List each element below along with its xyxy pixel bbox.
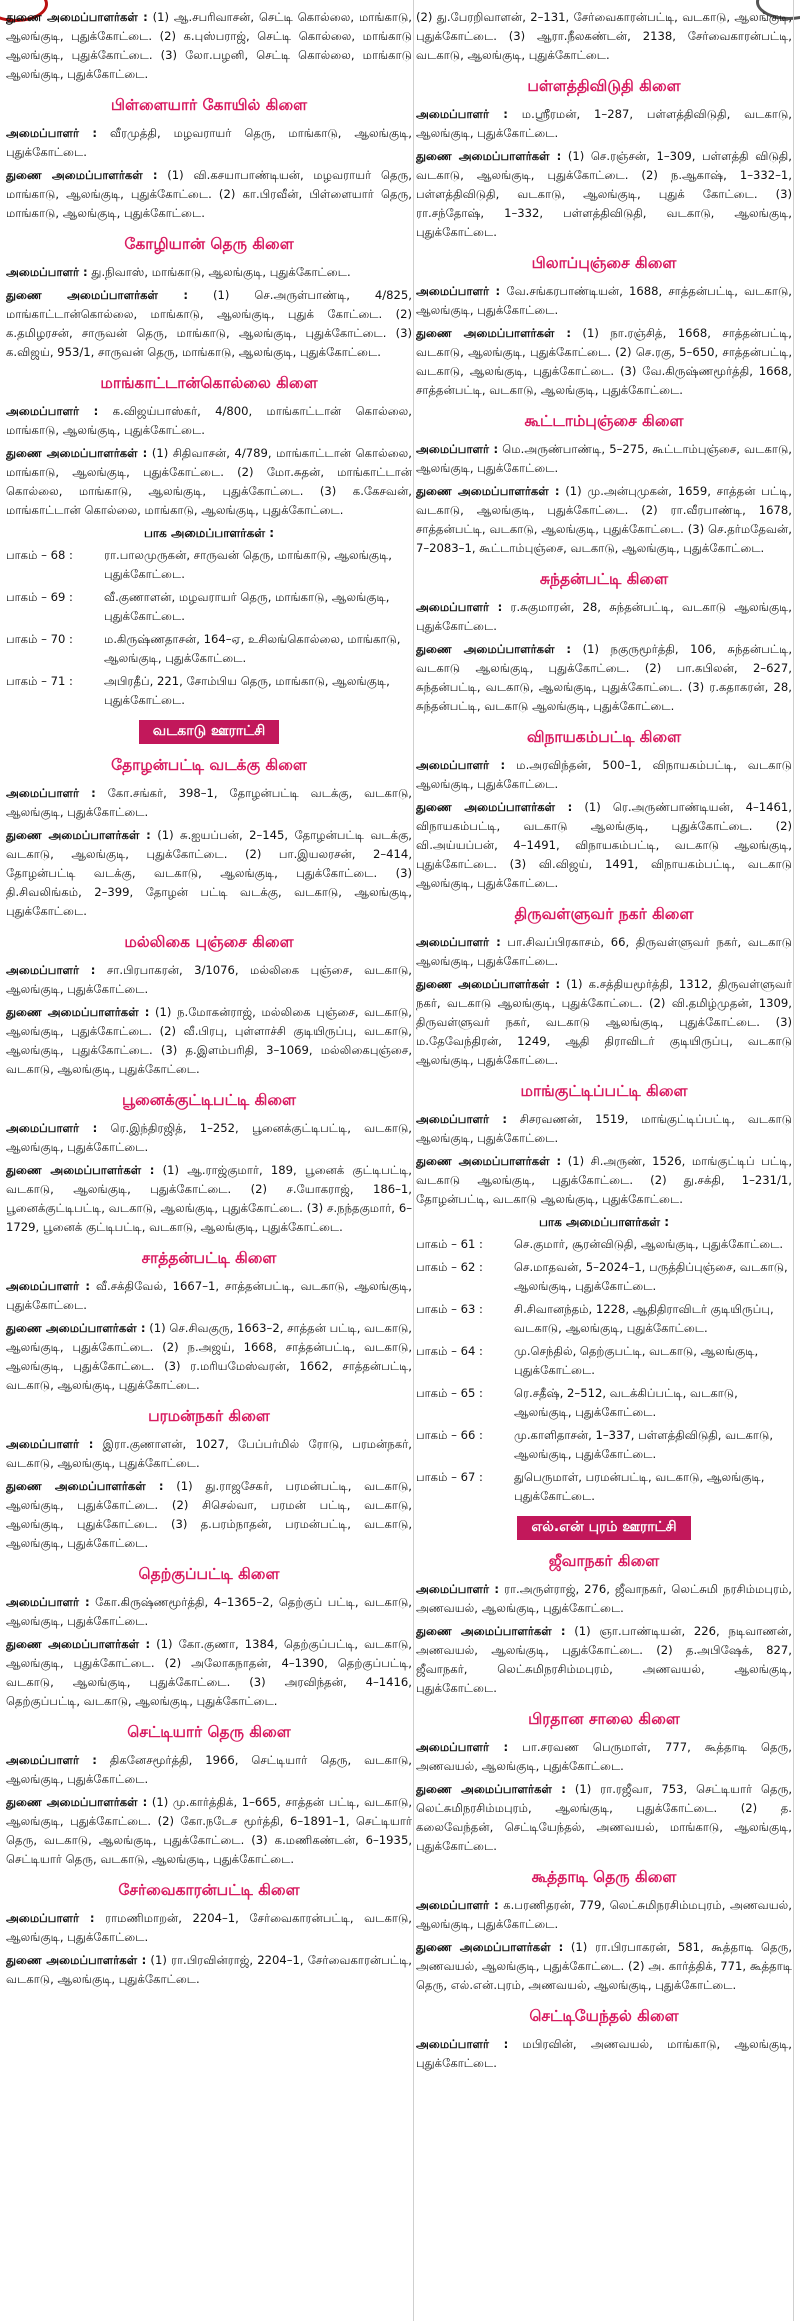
- branch-heading: தெற்குப்பட்டி கிளை: [138, 1565, 280, 1583]
- member-details: (1) ரெ.அருண்பாண்டியன், 4–1461, விநாயகம்பட்டி, வடகாடு ஆலங்குடி, புதுக்கோட்டை. (2) வி.அய்யப்பன், 4–1491, விநாயகம்பட்டி, வடகாடு ஆலங்குடி, புதுக்கோட்டை. (3) வி.விஜய், 1491, விநாயகம்பட்டி, வடகாடு ஆலங்குடி, புதுக்கோட்டை.: [416, 800, 792, 890]
- role-label: அமைப்பாளர் :: [6, 1121, 98, 1135]
- member-details: ர.சுகுமாரன், 28, சுந்தன்பட்டி, வடகாடு ஆலங்குடி, புதுக்கோட்டை.: [416, 600, 792, 633]
- branch-heading: பிள்ளையார் கோயில் கிளை: [110, 96, 308, 114]
- role-label: துணை அமைப்பாளர்கள் :: [6, 1321, 146, 1335]
- member-details: ரெ.இந்திரஜித், 1–252, பூனைக்குட்டிபட்டி, வடகாடு, ஆலங்குடி, புதுக்கோட்டை.: [6, 1121, 412, 1154]
- role-label: அமைப்பாளர் :: [416, 1898, 499, 1912]
- booth-row: [416, 1426, 792, 1464]
- booth-row: [416, 1235, 792, 1254]
- member-details: (1) சி.அருண், 1526, மாங்குட்டிப் பட்டி, வடகாடு ஆலங்குடி, புதுக்கோட்டை. (2) து.சக்தி, 1–231/1, தோழன்பட்டி, வடகாடு ஆலங்குடி, புதுக்கோட்டை.: [416, 1154, 792, 1206]
- member-details: மபிரவின், அணவயல், மாங்காடு, ஆலங்குடி, புதுக்கோட்டை.: [416, 2037, 792, 2070]
- member-details: ம.அரவிந்தன், 500–1, விநாயகம்பட்டி, வடகாடு ஆலங்குடி, புதுக்கோட்டை.: [416, 758, 792, 791]
- office-bearer-entry: [6, 1593, 412, 1631]
- member-details: (1) நகுருமூர்த்தி, 106, சுந்தன்பட்டி, வடகாடு ஆலங்குடி, புதுக்கோட்டை. (2) பா.கபிலன், 2–627, சுந்தன்பட்டி, வடகாடு, ஆலங்குடி, புதுக்கோட்டை. (3) ர.கதாகரன், 28, சுந்தன்பட்டி, வடகாடு ஆலங்குடி, புதுக்கோட்டை.: [416, 642, 792, 713]
- panchayat-banner: வடகாடு ஊராட்சி: [139, 720, 279, 744]
- role-label: அமைப்பாளர் :: [6, 1595, 90, 1609]
- branch-heading: விநாயகம்பட்டி கிளை: [526, 728, 682, 746]
- office-bearer-entry: [6, 826, 412, 921]
- column-middle: [416, 8, 792, 2077]
- member-details: கோ.சங்கர், 398–1, தோழன்பட்டி வடக்கு, வடகாடு, ஆலங்குடி, புதுக்கோட்டை.: [6, 786, 412, 819]
- role-label: துணை அமைப்பாளர்கள் :: [416, 800, 573, 814]
- role-label: துணை அமைப்பாளர்கள் :: [416, 484, 560, 498]
- booth-organiser: துபெருமாள், பரமன்பட்டி, வடகாடு, ஆலங்குடி, புதுக்கோட்டை.: [514, 1470, 765, 1503]
- role-label: துணை அமைப்பாளர்கள் :: [416, 977, 561, 991]
- member-details: (1) மு.கார்த்திக், 1–665, சாத்தன் பட்டி, வடகாடு, ஆலங்குடி, புதுக்கோட்டை. (2) கோ.நடேச மூர்த்தி, 6–1891–1, செட்டியார் தெரு, வடகாடு, ஆலங்குடி, புதுக்கோட்டை. (3) க.மணிகண்டன், 6–1935, செட்டியார் தெரு, வடகாடு, ஆலங்குடி, புதுக்கோட்டை.: [6, 1795, 412, 1866]
- office-bearer-entry: [416, 1738, 792, 1776]
- office-bearer-entry: [6, 444, 412, 520]
- office-bearer-entry: [416, 1896, 792, 1934]
- office-bearer-entry: [6, 124, 412, 162]
- role-label: துணை அமைப்பாளர்கள் :: [6, 288, 188, 302]
- branch-heading: செட்டியார் தெரு கிளை: [127, 1723, 291, 1741]
- booth-number: பாகம் – 63 :: [416, 1302, 483, 1316]
- role-label: துணை அமைப்பாளர்கள் :: [6, 1953, 147, 1967]
- branch-heading: கூத்தாடி தெரு கிளை: [531, 1868, 677, 1886]
- office-bearer-entry: [416, 482, 792, 558]
- office-bearer-entry: [6, 784, 412, 822]
- office-bearer-entry: [416, 598, 792, 636]
- member-details: (1) ஆ.ராஜ்குமார், 189, பூனைக் குட்டிபட்டி, வடகாடு, ஆலங்குடி, புதுக்கோட்டை. (2) ச.யோகராஜ், 186–1, பூனைக்குட்டிபட்டி, வடகாடு, ஆலங்குடி, புதுக்கோட்டை. (3) ச.நந்தகுமார், 6–1729, பூனைக் குட்டிபட்டி, வடகாடு, ஆலங்குடி, புதுக்கோட்டை.: [6, 1163, 412, 1234]
- member-details: க.பரணிதரன், 779, லெட்சுமிநரசிம்மபுரம், அணவயல், ஆலங்குடி, புதுக்கோட்டை.: [416, 1898, 792, 1931]
- booth-number: பாகம் – 66 :: [416, 1428, 483, 1442]
- member-details: பா.சிவப்பிரகாசம், 66, திருவள்ளுவர் நகர், வடகாடு ஆலங்குடி, புதுக்கோட்டை.: [416, 935, 792, 968]
- booth-number: பாகம் – 71 :: [6, 674, 73, 688]
- member-details: (1) வி.கசயாபாண்டியன், மழவராயர் தெரு, மாங்காடு, ஆலங்குடி, புதுக்கோட்டை. (2) கா.பிரவீன், பிள்ளையார் தெரு, மாங்காடு, ஆலங்குடி, புதுக்கோட்டை.: [6, 168, 412, 220]
- column-divider: [413, 0, 414, 2321]
- role-label: அமைப்பாளர் :: [6, 1279, 90, 1293]
- office-bearer-entry: [6, 1635, 412, 1711]
- booth-row: [416, 1468, 792, 1506]
- booth-row: [416, 1258, 792, 1296]
- member-details: (1) ஞா.பாண்டியன், 226, நடிவாணன், அணவயல், ஆலங்குடி, புதுக்கோட்டை. (2) த.அபிஷேக், 827, ஜீவாநகர், லெட்சுமிநரசிம்மபுரம், அணவயல், ஆலங்குடி, புதுக்கோட்டை.: [416, 1624, 792, 1695]
- member-details: (1) து.ராஜசேகர், பரமன்பட்டி, வடகாடு, ஆலங்குடி, புதுக்கோட்டை. (2) சிசெல்வா, பரமன் பட்டி, வடகாடு, ஆலங்குடி, புதுக்கோட்டை. (3) த.பரம்நாதன், பரமன்பட்டி, வடகாடு, ஆலங்குடி, புதுக்கோட்டை.: [6, 1479, 412, 1550]
- role-label: அமைப்பாளர் :: [416, 284, 501, 298]
- office-bearer-entry: [6, 1909, 412, 1947]
- booth-number: பாகம் – 70 :: [6, 632, 73, 646]
- member-details: (1) சு.ஐயப்பன், 2–145, தோழன்பட்டி வடக்கு, வடகாடு, ஆலங்குடி, புதுக்கோட்டை. (2) பா.இயலரசன், 2–414, தோழன்பட்டி வடக்கு, வடகாடு, ஆலங்குடி, புதுக்கோட்டை. (3) தி.சிவலிங்கம், 2–399, தோழன் பட்டி வடக்கு, வடகாடு, ஆலங்குடி, புதுக்கோட்டை.: [6, 828, 412, 918]
- booth-number: பாகம் – 64 :: [416, 1344, 483, 1358]
- booth-organisers-title: பாக அமைப்பாளர்கள் :: [143, 526, 275, 540]
- role-label: அமைப்பாளர் :: [416, 600, 503, 614]
- role-label: துணை அமைப்பாளர்கள் :: [416, 149, 562, 163]
- role-label: அமைப்பாளர் :: [416, 1112, 507, 1126]
- booth-number: பாகம் – 68 :: [6, 548, 73, 562]
- member-details: (1) ரா.பிரபாகரன், 581, கூத்தாடி தெரு, அணவயல், ஆலங்குடி, புதுக்கோட்டை. (2) அ. கார்த்திக், 771, கூத்தாடி தெரு, எல்.என்.புரம், அணவயல், ஆலங்குடி, புதுக்கோட்டை.: [416, 1940, 792, 1992]
- office-bearer-entry: [6, 263, 412, 282]
- member-details: (1) செ.சிவகுரு, 1663–2, சாத்தன் பட்டி, வடகாடு, ஆலங்குடி, புதுக்கோட்டை. (2) ந.அஜய், 1668, சாத்தன்பட்டி, வடகாடு, ஆலங்குடி, புதுக்கோட்டை. (3) ர.மரியமேஸ்வரன், 1662, சாத்தன்பட்டி, வடகாடு, ஆலங்குடி, புதுக்கோட்டை.: [6, 1321, 412, 1392]
- role-label: துணை அமைப்பாளர்கள் :: [416, 1782, 566, 1796]
- member-details: சிசரவணன், 1519, மாங்குட்டிப்பட்டி, வடகாடு ஆலங்குடி, புதுக்கோட்டை.: [416, 1112, 792, 1145]
- role-label: அமைப்பாளர் :: [6, 1437, 94, 1451]
- office-bearer-entry: [416, 147, 792, 242]
- booth-organiser: வீ.குணாளன், மழவராயர் தெரு, மாங்காடு, ஆலங்குடி, புதுக்கோட்டை.: [104, 590, 390, 623]
- panchayat-banner: எல்.என் புரம் ஊராட்சி: [517, 1516, 690, 1540]
- role-label: துணை அமைப்பாளர்கள் :: [6, 446, 148, 460]
- booth-organiser: மு.செந்தில், தெற்குபட்டி, வடகாடு, ஆலங்குடி, புதுக்கோட்டை.: [514, 1344, 759, 1377]
- member-details: திகனேசமூர்த்தி, 1966, செட்டியார் தெரு, வடகாடு, ஆலங்குடி, புதுக்கோட்டை.: [6, 1753, 412, 1786]
- member-details: கோ.கிருஷ்ணமூர்த்தி, 4–1365–2, தெற்குப் பட்டி, வடகாடு, ஆலங்குடி, புதுக்கோட்டை.: [6, 1595, 412, 1628]
- office-bearer-entry: [6, 1161, 412, 1237]
- office-bearer-entry: [6, 1477, 412, 1553]
- office-bearer-entry: [416, 1110, 792, 1148]
- office-bearer-entry: [6, 1119, 412, 1157]
- office-bearer-entry: [416, 8, 792, 65]
- member-details: (1) சிதிவாசன், 4/789, மாங்காட்டான் கொல்லை, மாங்காடு, ஆலங்குடி, புதுக்கோட்டை. (2) மோ.சுதன், மாங்காட்டான் கொல்லை, மாங்காடு, ஆலங்குடி, புதுக்கோட்டை. (3) க.கேசவன், மாங்காட்டான் கொல்லை, மாங்காடு, ஆலங்குடி, புதுக்கோட்டை.: [6, 446, 412, 517]
- office-bearer-entry: [416, 798, 792, 893]
- role-label: துணை அமைப்பாளர்கள் :: [6, 168, 158, 182]
- office-bearer-entry: [6, 1793, 412, 1869]
- branch-heading: பிரதான சாலை கிளை: [528, 1710, 680, 1728]
- booth-row: [6, 672, 412, 710]
- role-label: அமைப்பாளர் :: [416, 1740, 509, 1754]
- booth-organiser: செ.குமார், சூரன்விடுதி, ஆலங்குடி, புதுக்கோட்டை.: [514, 1237, 784, 1251]
- role-label: துணை அமைப்பாளர்கள் :: [6, 1479, 164, 1493]
- role-label: துணை அமைப்பாளர்கள் :: [6, 1005, 150, 1019]
- branch-heading: சாத்தன்பட்டி கிளை: [141, 1249, 277, 1267]
- role-label: அமைப்பாளர் :: [6, 1753, 97, 1767]
- member-details: வீ.சக்திவேல், 1667–1, சாத்தன்பட்டி, வடகாடு, ஆலங்குடி, புதுக்கோட்டை.: [6, 1279, 412, 1312]
- office-bearer-entry: [416, 1780, 792, 1856]
- branch-heading: பூனைக்குட்டிபட்டி கிளை: [121, 1091, 297, 1109]
- office-bearer-entry: [416, 1622, 792, 1698]
- branch-heading: திருவள்ளுவர் நகர் கிளை: [514, 905, 694, 923]
- member-details: ராமணிமாறன், 2204–1, சேர்வைகாரன்பட்டி, வடகாடு, ஆலங்குடி, புதுக்கோட்டை.: [6, 1911, 412, 1944]
- member-details: (1) ஆ.சபரிவாசன், செட்டி கொல்லை, மாங்காடு, ஆலங்குடி, புதுக்கோட்டை. (2) க.புஸ்பராஜ், செட்டி கொல்லை, மாங்காடு ஆலங்குடி, புதுக்கோட்டை. (3) லோ.பழனி, செட்டி கொல்லை, மாங்காடு ஆலங்குடி, புதுக்கோட்டை.: [6, 10, 412, 81]
- branch-heading: பள்ளத்திவிடுதி கிளை: [527, 77, 681, 95]
- member-details: (1) கோ.குணா, 1384, தெற்குப்பட்டி, வடகாடு, ஆலங்குடி, புதுக்கோட்டை. (2) அலோகநாதன், 4–1390, தெற்குப்பட்டி, வடகாடு, ஆலங்குடி, புதுக்கோட்டை. (3) அரவிந்தன், 4–1416, தெற்குப்பட்டி, வடகாடு, ஆலங்குடி, புதுக்கோட்டை.: [6, 1637, 412, 1708]
- member-details: (1) செ.அருள்பாண்டி, 4/825, மாங்காட்டான்கொல்லை, மாங்காடு, ஆலங்குடி, புதுக் கோட்டை. (2) க.தமிழரசன், சாருவன் தெரு, மாங்காடு, ஆலங்குடி, புதுக்கோட்டை. (3) க.விஜய், 953/1, சாருவன் தெரு, மாங்காடு, ஆலங்குடி, புதுக்கோட்டை.: [6, 288, 412, 359]
- booth-number: பாகம் – 67 :: [416, 1470, 483, 1484]
- branch-heading: கோழியான் தெரு கிளை: [124, 235, 294, 253]
- booth-row: [6, 630, 412, 668]
- booth-organiser: மு.காளிதாசன், 1–337, பள்ளத்திவிடுதி, வடகாடு, ஆலங்குடி, புதுக்கோட்டை.: [514, 1428, 774, 1461]
- role-label: அமைப்பாளர் :: [416, 2037, 509, 2051]
- role-label: அமைப்பாளர் :: [416, 107, 508, 121]
- office-bearer-entry: [416, 640, 792, 716]
- office-bearer-entry: [6, 402, 412, 440]
- booth-organiser: ம.கிருஷ்ணதாசன், 164–ஏ, உசிலங்கொல்லை, மாங்காடு, ஆலங்குடி, புதுக்கோட்டை.: [104, 632, 401, 665]
- booth-row: [416, 1342, 792, 1380]
- member-details: (1) செ.ரஞ்சன், 1–309, பள்ளத்தி விடுதி, வடகாடு, ஆலங்குடி, புதுக்கோட்டை. (2) ந.ஆகாஷ், 1–332–1, பள்ளத்திவிடுதி, வடகாடு, ஆலங்குடி, புதுக் கோட்டை. (3) ரா.சந்தோஷ், 1–332, பள்ளத்திவிடுதி, வடகாடு, ஆலங்குடி, புதுக்கோட்டை.: [416, 149, 792, 239]
- member-details: து.நிவாஸ், மாங்காடு, ஆலங்குடி, புதுக்கோட்டை.: [87, 265, 351, 279]
- booth-organiser: சி.சிவானந்தம், 1228, ஆதிதிராவிடர் குடியிருப்பு, வடகாடு, ஆலங்குடி, புதுக்கோட்டை.: [514, 1302, 774, 1335]
- booth-row: [416, 1300, 792, 1338]
- office-bearer-entry: [416, 933, 792, 971]
- member-details: சா.பிரபாகரன், 3/1076, மல்லிகை புஞ்சை, வடகாடு, ஆலங்குடி, புதுக்கோட்டை.: [6, 963, 412, 996]
- branch-heading: செட்டியேந்தல் கிளை: [529, 2007, 679, 2025]
- office-bearer-entry: [6, 961, 412, 999]
- member-details: வீரமுத்தி, மழவராயர் தெரு, மாங்காடு, ஆலங்குடி, புதுக்கோட்டை.: [6, 126, 412, 159]
- role-label: துணை அமைப்பாளர்கள் :: [416, 1624, 566, 1638]
- office-bearer-entry: [6, 1003, 412, 1079]
- branch-heading: மல்லிகை புஞ்சை கிளை: [124, 933, 294, 951]
- member-details: க.விஜய்பாஸ்கர், 4/800, மாங்காட்டான் கொல்லை, மாங்காடு, ஆலங்குடி, புதுக்கோட்டை.: [6, 404, 412, 437]
- office-bearer-entry: [416, 282, 792, 320]
- office-bearer-entry: [6, 1951, 412, 1989]
- member-details: (1) ரா.பிரவின்ராஜ், 2204–1, சேர்வைகாரன்பட்டி, வடகாடு, ஆலங்குடி, புதுக்கோட்டை.: [6, 1953, 412, 1986]
- branch-heading: தோழன்பட்டி வடக்கு கிளை: [111, 756, 307, 774]
- booth-organisers-title: பாக அமைப்பாளர்கள் :: [538, 1215, 670, 1229]
- member-details: (1) க.சத்தியமூர்த்தி, 1312, திருவள்ளுவர் நகர், வடகாடு ஆலங்குடி, புதுக்கோட்டை. (2) வி.தமிழ்முதன், 1309, திருவள்ளுவர் நகர், வடகாடு ஆலங்குடி, புதுக்கோட்டை. (3) ம.தேவேந்திரன், 1249, ஆதி திராவிடர் குடியிருப்பு, வடகாடு ஆலங்குடி, புதுக்கோட்டை.: [416, 977, 792, 1067]
- role-label: துணை அமைப்பாளர்கள் :: [6, 828, 151, 842]
- office-bearer-entry: [6, 1319, 412, 1395]
- branch-heading: சேர்வைகாரன்பட்டி கிளை: [118, 1881, 300, 1899]
- member-details: (1) மு.அன்புமுகன், 1659, சாத்தன் பட்டி, வடகாடு, ஆலங்குடி, புதுக்கோட்டை. (2) ரா.வீரபாண்டி, 1678, சாத்தன்பட்டி, வடகாடு, ஆலங்குடி, புதுக்கோட்டை. (3) செ.தர்மதேவன், 7–2083–1, கூட்டாம்புஞ்சை, வடகாடு, ஆலங்குடி, புதுக்கோட்டை.: [416, 484, 792, 555]
- column-divider: [793, 0, 794, 2321]
- role-label: துணை அமைப்பாளர்கள் :: [416, 642, 572, 656]
- role-label: அமைப்பாளர் :: [6, 265, 88, 279]
- role-label: அமைப்பாளர் :: [6, 126, 97, 140]
- member-details: (1) ந.மோகன்ராஜ், மல்லிகை புஞ்சை, வடகாடு, ஆலங்குடி, புதுக்கோட்டை. (2) வீ.பிரபு, புள்ளாச்சி குடியிருப்பு, வடகாடு, ஆலங்குடி, புதுக்கோட்டை. (3) த.இளம்பரிதி, 3–1069, மல்லிகைபுஞ்சை, வடகாடு, ஆலங்குடி, புதுக்கோட்டை.: [6, 1005, 412, 1076]
- member-details: ரா.அருள்ராஜ், 276, ஜீவாநகர், லெட்சுமி நரசிம்மபுரம், அணவயல், ஆலங்குடி, புதுக்கோட்டை.: [416, 1582, 792, 1615]
- column-left: [6, 8, 412, 1993]
- member-details: மெ.அருண்பாண்டி, 5–275, கூட்டாம்புஞ்சை, வடகாடு, ஆலங்குடி, புதுக்கோட்டை.: [416, 442, 792, 475]
- role-label: அமைப்பாளர் :: [416, 1582, 499, 1596]
- office-bearer-entry: [6, 8, 412, 84]
- role-label: துணை அமைப்பாளர்கள் :: [6, 1795, 148, 1809]
- booth-row: [416, 1384, 792, 1422]
- branch-heading: பரமன்நகர் கிளை: [148, 1407, 270, 1425]
- role-label: துணை அமைப்பாளர்கள் :: [6, 10, 148, 24]
- role-label: துணை அமைப்பாளர்கள் :: [416, 1154, 562, 1168]
- member-details: (1) ரா.ரஜீவா, 753, செட்டியார் தெரு, லெட்சுமிநரசிம்மபுரம், ஆலங்குடி, புதுக்கோட்டை. (2) த. கலைவேந்தன், செட்டியேந்தல், அணவயல், மாங்காடு, ஆலங்குடி, புதுக்கோட்டை.: [416, 1782, 792, 1853]
- booth-organiser: ரா.பாலமுருகன், சாருவன் தெரு, மாங்காடு, ஆலங்குடி, புதுக்கோட்டை.: [104, 548, 392, 581]
- branch-heading: மாங்காட்டான்கொல்லை கிளை: [100, 374, 318, 392]
- office-bearer-entry: [416, 1580, 792, 1618]
- office-bearer-entry: [416, 1938, 792, 1995]
- office-bearer-entry: [6, 166, 412, 223]
- office-bearer-entry: [6, 1435, 412, 1473]
- member-details: (1) நா.ரஞ்சித், 1668, சாத்தன்பட்டி, வடகாடு, ஆலங்குடி, புதுக்கோட்டை. (2) செ.ரகு, 5–650, சாத்தன்பட்டி, வடகாடு, ஆலங்குடி, புதுக்கோட்டை. (3) வே.கிருஷ்ணமூர்த்தி, 1668, சாத்தன்பட்டி, வடகாடு, ஆலங்குடி, புதுக்கோட்டை.: [416, 326, 792, 397]
- role-label: துணை அமைப்பாளர்கள் :: [416, 326, 571, 340]
- branch-heading: சுந்தன்பட்டி கிளை: [539, 570, 669, 588]
- office-bearer-entry: [416, 324, 792, 400]
- member-details: வே.சங்கரபாண்டியன், 1688, சாத்தன்பட்டி, வடகாடு, ஆலங்குடி, புதுக்கோட்டை.: [416, 284, 792, 317]
- member-details: ம.ஸ்ரீரமன், 1–287, பள்ளத்திவிடுதி, வடகாடு, ஆலங்குடி, புதுக்கோட்டை.: [416, 107, 792, 140]
- office-bearer-entry: [416, 1152, 792, 1209]
- booth-number: பாகம் – 65 :: [416, 1386, 483, 1400]
- panchayat-banner-wrap: [416, 1516, 792, 1540]
- branch-heading: பிலாப்புஞ்சை கிளை: [531, 254, 677, 272]
- booth-number: பாகம் – 61 :: [416, 1237, 483, 1251]
- role-label: அமைப்பாளர் :: [6, 963, 96, 977]
- branch-heading: மாங்குட்டிப்பட்டி கிளை: [520, 1082, 688, 1100]
- office-bearer-entry: [416, 975, 792, 1070]
- role-label: அமைப்பாளர் :: [6, 404, 99, 418]
- role-label: துணை அமைப்பாளர்கள் :: [416, 1940, 564, 1954]
- office-bearer-entry: [6, 1277, 412, 1315]
- role-label: அமைப்பாளர் :: [416, 935, 501, 949]
- office-bearer-entry: [416, 2035, 792, 2073]
- booth-row: [6, 588, 412, 626]
- role-label: அமைப்பாளர் :: [6, 786, 96, 800]
- office-bearer-entry: [416, 756, 792, 794]
- office-bearer-entry: [416, 105, 792, 143]
- member-details: பா.சரவண பெருமாள், 777, கூத்தாடி தெரு, அணவயல், ஆலங்குடி, புதுக்கோட்டை.: [416, 1740, 792, 1773]
- office-bearer-entry: [6, 1751, 412, 1789]
- booth-organiser: செ.மாதவன், 5–2024–1, பருத்திப்புஞ்சை, வடகாடு, ஆலங்குடி, புதுக்கோட்டை.: [514, 1260, 788, 1293]
- booth-number: பாகம் – 69 :: [6, 590, 73, 604]
- branch-heading: ஜீவாநகர் கிளை: [548, 1552, 660, 1570]
- booth-organiser: அபிரதீப், 221, சோம்பிய தெரு, மாங்காடு, ஆலங்குடி, புதுக்கோட்டை.: [104, 674, 390, 707]
- role-label: துணை அமைப்பாளர்கள் :: [6, 1163, 155, 1177]
- role-label: துணை அமைப்பாளர்கள் :: [6, 1637, 151, 1651]
- booth-organiser: ரெ.சதீஷ், 2–512, வடக்கிப்பட்டி, வடகாடு, ஆலங்குடி, புதுக்கோட்டை.: [514, 1386, 738, 1419]
- office-bearer-entry: [416, 440, 792, 478]
- office-bearer-entry: [6, 286, 412, 362]
- booth-row: [6, 546, 412, 584]
- role-label: அமைப்பாளர் :: [416, 758, 506, 772]
- role-label: அமைப்பாளர் :: [6, 1911, 95, 1925]
- role-label: அமைப்பாளர் :: [416, 442, 499, 456]
- panchayat-banner-wrap: [6, 720, 412, 744]
- booth-number: பாகம் – 62 :: [416, 1260, 483, 1274]
- member-details: இரா.குணாளன், 1027, பேப்பர்மில் ரோடு, பரமன்நகர், வடகாடு, ஆலங்குடி, புதுக்கோட்டை.: [6, 1437, 412, 1470]
- branch-heading: கூட்டாம்புஞ்சை கிளை: [524, 412, 684, 430]
- member-details: (2) து.பேரறிவாளன், 2–131, சேர்வைகாரன்பட்டி, வடகாடு, ஆலங்குடி, புதுக்கோட்டை. (3) ஆரா.நீலகண்டன், 2138, சேர்வைகாரன்பட்டி, வடகாடு, ஆலங்குடி, புதுக்கோட்டை.: [416, 10, 792, 62]
